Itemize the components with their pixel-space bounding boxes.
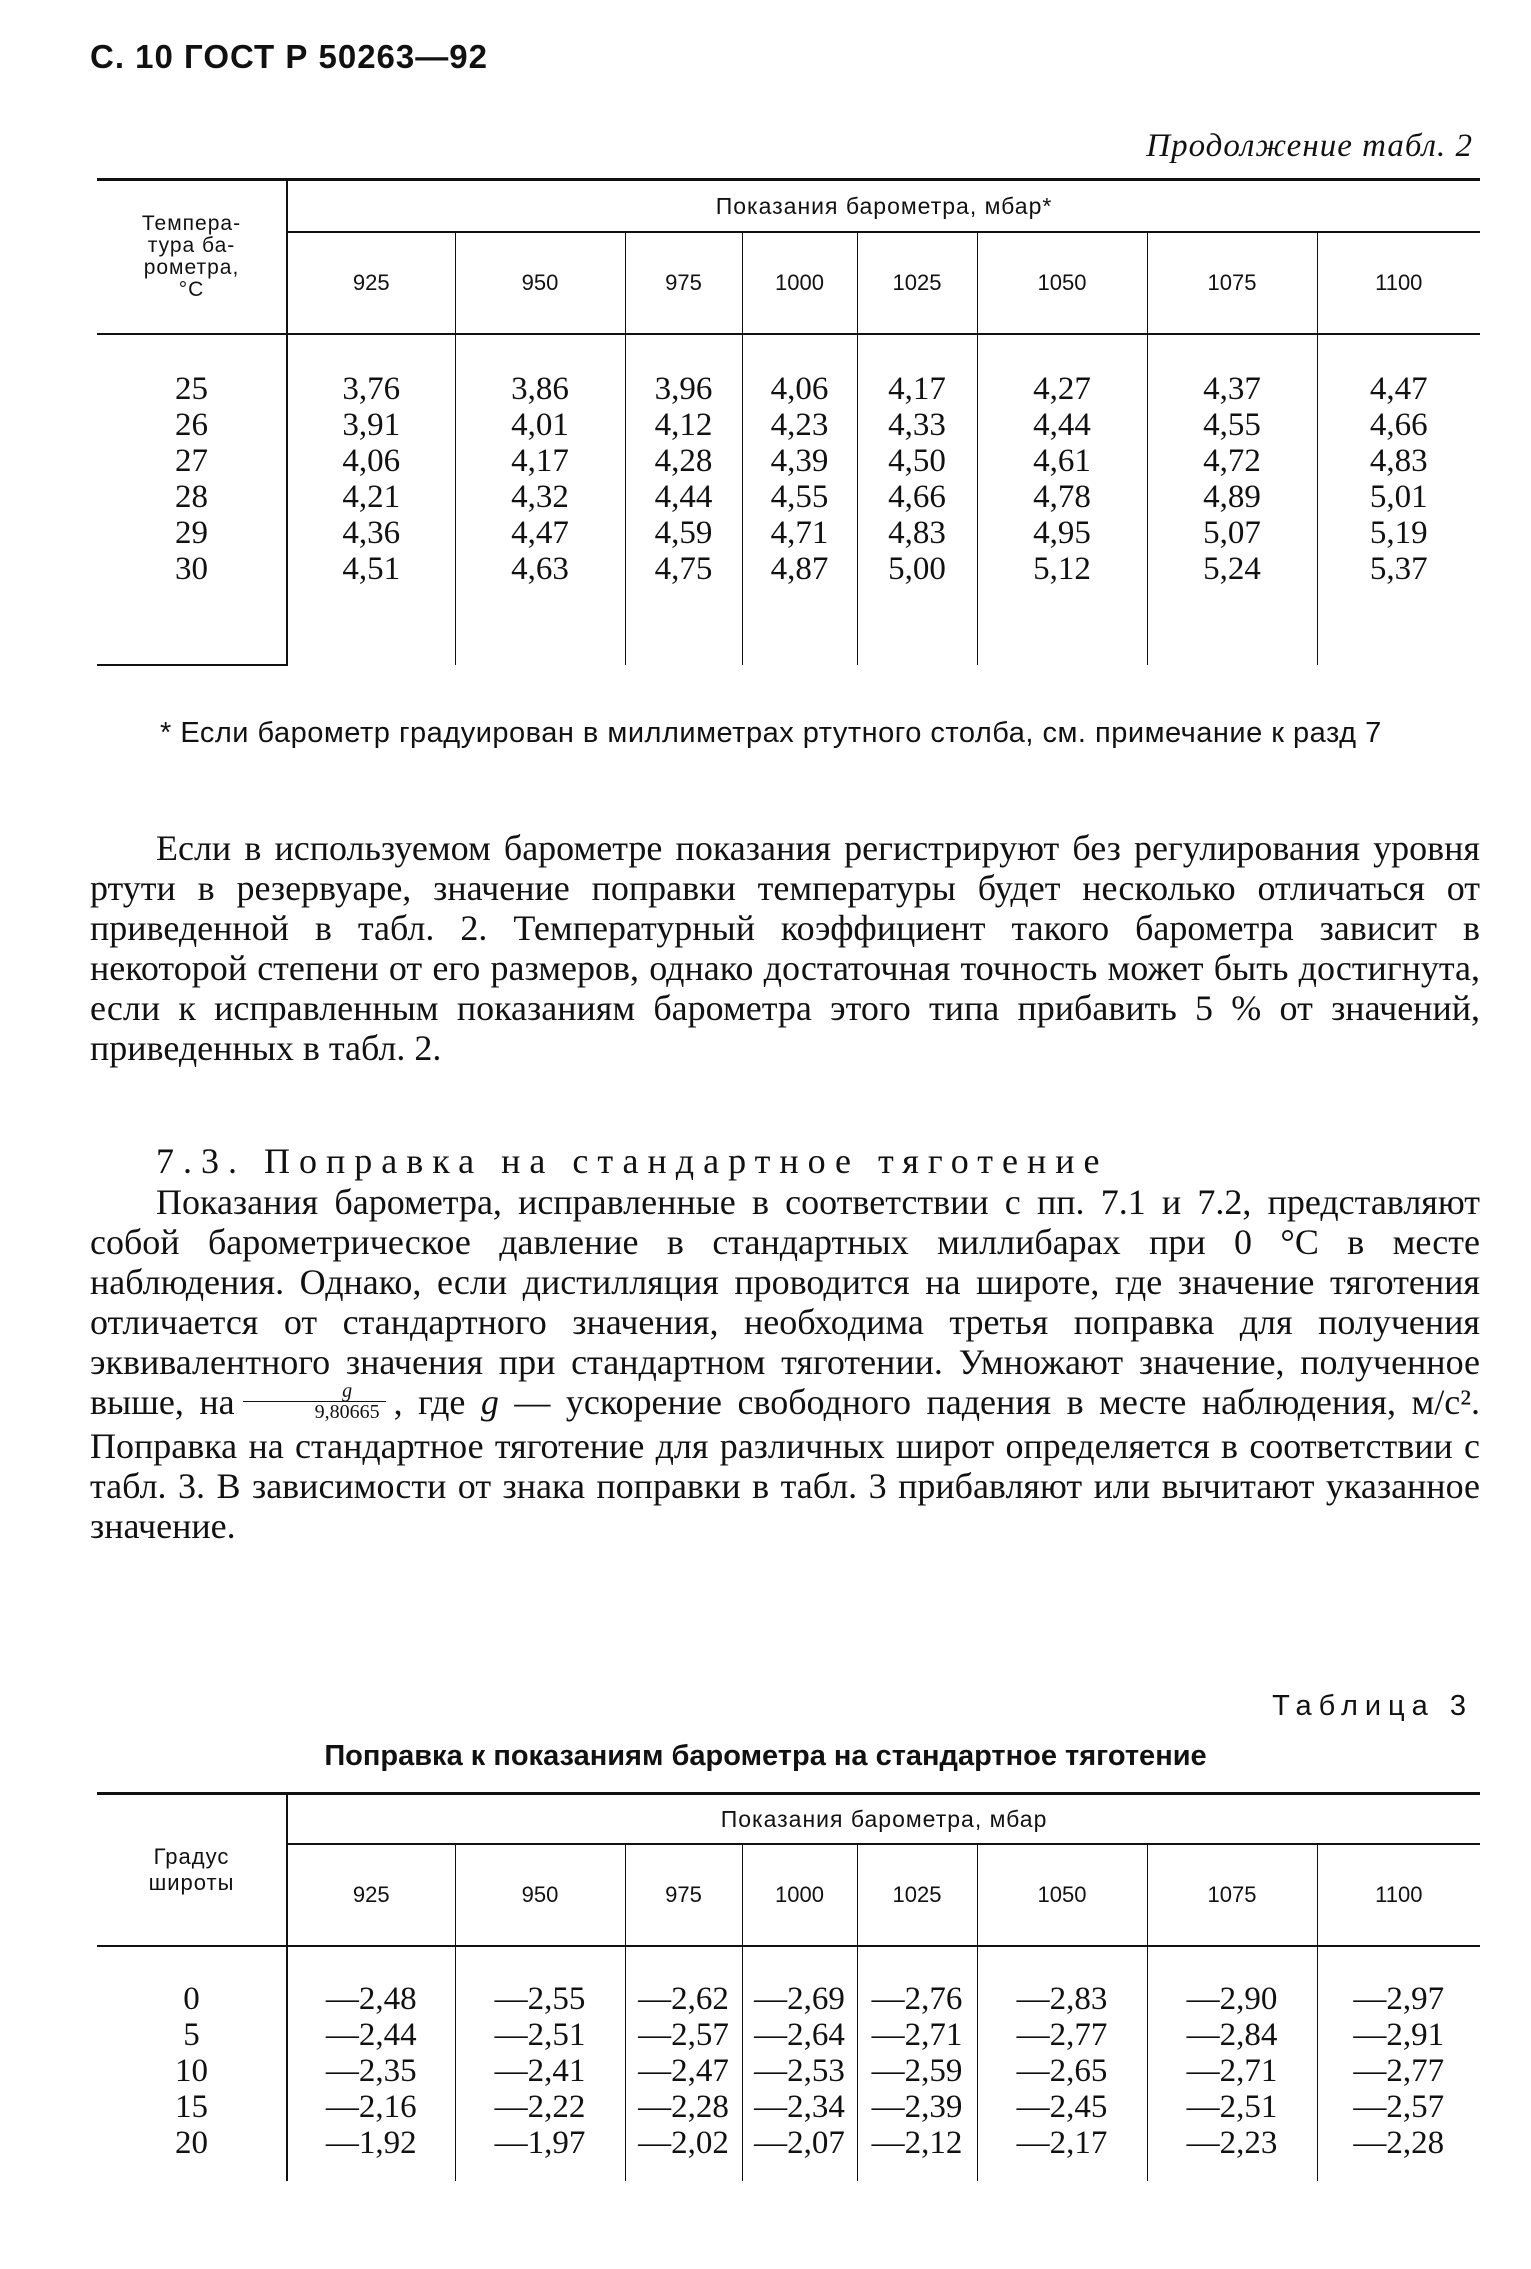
- table-cell: 4,01: [511, 407, 569, 443]
- table-cell: 30: [175, 551, 208, 587]
- table-cell: —2,59: [871, 2053, 963, 2089]
- table-cell: —2,71: [871, 2017, 963, 2053]
- column-header: 1025: [857, 232, 977, 334]
- table-3-stub-header: [97, 1794, 287, 1947]
- table-title: Поправка к показаниям барометра на стандартное тяготение: [324, 1740, 1207, 1772]
- table-cell: —2,77: [1353, 2053, 1445, 2089]
- table-cell: 15: [175, 2089, 208, 2125]
- table-cell: 5,12: [1033, 551, 1091, 587]
- table-cell: 5,37: [1369, 551, 1428, 587]
- table-cell: 4,61: [1033, 443, 1091, 479]
- value-column: [1147, 1946, 1317, 2181]
- table-cell: 4,17: [511, 443, 569, 479]
- table-cell: —2,12: [871, 2125, 963, 2161]
- column-header: 1100: [1317, 232, 1480, 334]
- table-cell: 4,59: [654, 515, 713, 551]
- table-cell: 5,07: [1203, 515, 1261, 551]
- latitude-column: [97, 1946, 287, 2181]
- table-cell: 27: [175, 443, 208, 479]
- table-cell: 4,23: [770, 407, 829, 443]
- table-cell: 5: [183, 2017, 200, 2053]
- value-column: [287, 334, 455, 665]
- value-column: [1317, 1946, 1480, 2181]
- table-cell: —2,55: [494, 1981, 586, 2017]
- table-2-group-header: Показания барометра, мбар*: [287, 180, 1480, 233]
- value-column: [857, 1946, 977, 2181]
- table-cell: 3,76: [342, 371, 401, 407]
- table-cell: 0: [183, 1981, 200, 2017]
- table-cell: 4,51: [342, 551, 401, 587]
- paragraph: Если в используемом барометре показания регистрируют без регулирования уровня ртути в резервуаре, значение поправки температуры будет несколько отличаться от приведенной в табл. 2. Температурный коэффициент такого барометра зависит в некоторой степени от его размеров, однако достаточная точность может быть достигнута, если к исправленным показаниям барометра этого типа прибавить 5 % от значений, приведенных в табл. 2.: [90, 828, 1480, 1068]
- table-2: [97, 178, 1480, 666]
- table-cell: 4,37: [1203, 371, 1261, 407]
- value-column: [455, 334, 625, 665]
- g-symbol: g: [480, 1382, 499, 1422]
- table-cell: —2,48: [325, 1981, 417, 2017]
- table-cell: —2,62: [638, 1981, 729, 2017]
- table-continuation-label: Продолжение табл. 2: [1146, 128, 1473, 164]
- table-cell: 4,66: [888, 479, 946, 515]
- table-cell: 4,89: [1203, 479, 1261, 515]
- table-cell: 29: [175, 515, 208, 551]
- table-2-stub-header: [97, 180, 287, 335]
- table-cell: 4,44: [654, 479, 713, 515]
- table-cell: 4,50: [888, 443, 946, 479]
- column-header: 950: [455, 232, 625, 334]
- section-heading: 7.3. Поправка на стандартное тяготение: [156, 1141, 1109, 1181]
- table-cell: 5,19: [1369, 515, 1428, 551]
- table-number-label: Таблица 3: [1272, 1690, 1473, 1722]
- table-cell: 3,91: [342, 407, 401, 443]
- table-cell: 4,72: [1203, 443, 1261, 479]
- table-cell: —2,34: [754, 2089, 845, 2125]
- paragraph-text: Показания барометра, исправленные в соответствии с пп. 7.1 и 7.2, представляют собой барометрическое давление в стандартных миллибарах при 0 °С в месте наблюдения. Однако, если дистилляция проводится на широте, где значение тяготения отличается от стандартного значения, необходима третья поправка для получения эквивалентного значения при стандартном тяготении. Умножают значение, полученное выше, на: [90, 1182, 1480, 1422]
- table-cell: —2,57: [1353, 2089, 1445, 2125]
- table-cell: 20: [175, 2125, 208, 2161]
- value-column: [625, 1946, 742, 2181]
- fraction-denominator: 9,80665: [314, 1401, 380, 1424]
- table-cell: 26: [175, 407, 208, 443]
- table-cell: 4,95: [1033, 515, 1091, 551]
- table-cell: —1,97: [494, 2125, 586, 2161]
- table-cell: —2,84: [1186, 2017, 1278, 2053]
- paragraph-text: — ускорение свободного падения в месте наблюдения, м/с². Поправка на стандартное тяготение для различных широт определяется в соответствии с табл. 3. В зависимости от знака поправки в табл. 3 прибавляют или вычитают указанное значение.: [90, 1382, 1481, 1547]
- table-cell: 4,71: [770, 515, 829, 551]
- table-cell: 4,17: [888, 371, 946, 407]
- column-header: 925: [287, 232, 455, 334]
- page-header: С. 10 ГОСТ Р 50263—92: [90, 38, 488, 75]
- gravity-fraction: [243, 1381, 386, 1422]
- table-cell: 4,47: [1369, 371, 1428, 407]
- value-column: [1317, 334, 1480, 665]
- table-cell: 10: [175, 2053, 208, 2089]
- table-cell: 25: [175, 371, 208, 407]
- table-cell: —2,65: [1016, 2053, 1108, 2089]
- table-cell: 4,21: [342, 479, 401, 515]
- value-column: [742, 1946, 857, 2181]
- table-cell: 5,01: [1369, 479, 1428, 515]
- table-cell: 4,66: [1369, 407, 1428, 443]
- column-header: 950: [455, 1844, 625, 1946]
- paragraph-text: , где: [393, 1382, 466, 1422]
- table-3-group-header: Показания барометра, мбар: [287, 1794, 1480, 1845]
- table-cell: 5,00: [888, 551, 946, 587]
- value-column: [1147, 334, 1317, 665]
- table-cell: 4,28: [654, 443, 713, 479]
- column-header: 1075: [1147, 1844, 1317, 1946]
- column-header: 1000: [742, 1844, 857, 1946]
- table-cell: —2,44: [325, 2017, 417, 2053]
- table-cell: 4,83: [1369, 443, 1428, 479]
- stub-header-line: рометра,: [143, 256, 240, 279]
- column-header: 1050: [977, 232, 1147, 334]
- column-header: 925: [287, 1844, 455, 1946]
- value-column: [742, 334, 857, 665]
- table-footnote: * Если барометр градуирован в миллиметрах ртутного столба, см. примечание к разд 7: [160, 717, 1382, 749]
- value-column: [977, 1946, 1147, 2181]
- table-cell: —2,39: [871, 2089, 963, 2125]
- table-cell: 4,63: [511, 551, 569, 587]
- table-cell: 4,83: [888, 515, 946, 551]
- value-column: [857, 334, 977, 665]
- table-cell: —2,77: [1016, 2017, 1108, 2053]
- table-cell: 4,12: [654, 407, 713, 443]
- table-cell: —2,17: [1016, 2125, 1108, 2161]
- table-cell: 4,06: [770, 371, 829, 407]
- table-cell: 4,33: [888, 407, 946, 443]
- table-cell: 5,24: [1203, 551, 1261, 587]
- table-cell: 4,55: [770, 479, 829, 515]
- table-cell: —2,02: [638, 2125, 729, 2161]
- table-cell: 4,44: [1033, 407, 1091, 443]
- table-cell: —2,35: [325, 2053, 417, 2089]
- temperature-column: [97, 334, 287, 665]
- stub-header-line: тура ба-: [147, 234, 236, 257]
- table-cell: —2,91: [1353, 2017, 1445, 2053]
- column-header: 1100: [1317, 1844, 1480, 1946]
- table-cell: 4,06: [342, 443, 401, 479]
- stub-header-line: широты: [148, 1870, 235, 1895]
- column-header: 975: [625, 232, 742, 334]
- table-cell: —2,45: [1016, 2089, 1108, 2125]
- stub-header-line: °С: [178, 278, 205, 301]
- table-cell: —2,47: [638, 2053, 729, 2089]
- table-cell: 4,47: [511, 515, 569, 551]
- table-3: [97, 1792, 1480, 2181]
- column-header: 1025: [857, 1844, 977, 1946]
- table-cell: 4,36: [342, 515, 401, 551]
- table-cell: —2,28: [1353, 2125, 1445, 2161]
- table-cell: 28: [175, 479, 208, 515]
- table-cell: —2,07: [754, 2125, 845, 2161]
- table-cell: 4,87: [770, 551, 829, 587]
- fraction-numerator: g: [243, 1381, 386, 1402]
- table-cell: 4,75: [654, 551, 713, 587]
- table-cell: —2,64: [754, 2017, 845, 2053]
- table-cell: 3,96: [654, 371, 713, 407]
- table-cell: 4,32: [511, 479, 569, 515]
- value-column: [977, 334, 1147, 665]
- table-cell: —2,83: [1016, 1981, 1108, 2017]
- table-cell: —2,51: [1186, 2089, 1278, 2125]
- table-cell: —2,90: [1186, 1981, 1278, 2017]
- paragraph: [90, 1182, 1480, 1546]
- value-column: [625, 334, 742, 665]
- table-cell: 4,27: [1033, 371, 1091, 407]
- table-row: [97, 334, 1480, 665]
- table-cell: —2,97: [1353, 1981, 1445, 2017]
- table-cell: —2,23: [1186, 2125, 1278, 2161]
- column-header: 975: [625, 1844, 742, 1946]
- table-cell: —2,71: [1186, 2053, 1278, 2089]
- table-cell: —2,76: [871, 1981, 963, 2017]
- table-cell: 4,78: [1033, 479, 1091, 515]
- table-cell: —2,16: [325, 2089, 417, 2125]
- table-cell: 4,39: [770, 443, 829, 479]
- table-cell: —2,53: [754, 2053, 845, 2089]
- value-column: [287, 1946, 455, 2181]
- table-cell: 3,86: [511, 371, 569, 407]
- table-cell: —2,69: [754, 1981, 845, 2017]
- table-cell: —2,28: [638, 2089, 729, 2125]
- table-row: [97, 1946, 1480, 2181]
- table-cell: —2,51: [494, 2017, 586, 2053]
- table-cell: —1,92: [325, 2125, 417, 2161]
- column-header: 1075: [1147, 232, 1317, 334]
- value-column: [455, 1946, 625, 2181]
- column-header: 1050: [977, 1844, 1147, 1946]
- table-cell: —2,57: [638, 2017, 729, 2053]
- column-header: 1000: [742, 232, 857, 334]
- table-cell: 4,55: [1203, 407, 1261, 443]
- stub-header-line: Градус: [153, 1844, 230, 1869]
- table-cell: —2,22: [494, 2089, 586, 2125]
- stub-header-line: Темпера-: [141, 212, 242, 235]
- table-cell: —2,41: [494, 2053, 586, 2089]
